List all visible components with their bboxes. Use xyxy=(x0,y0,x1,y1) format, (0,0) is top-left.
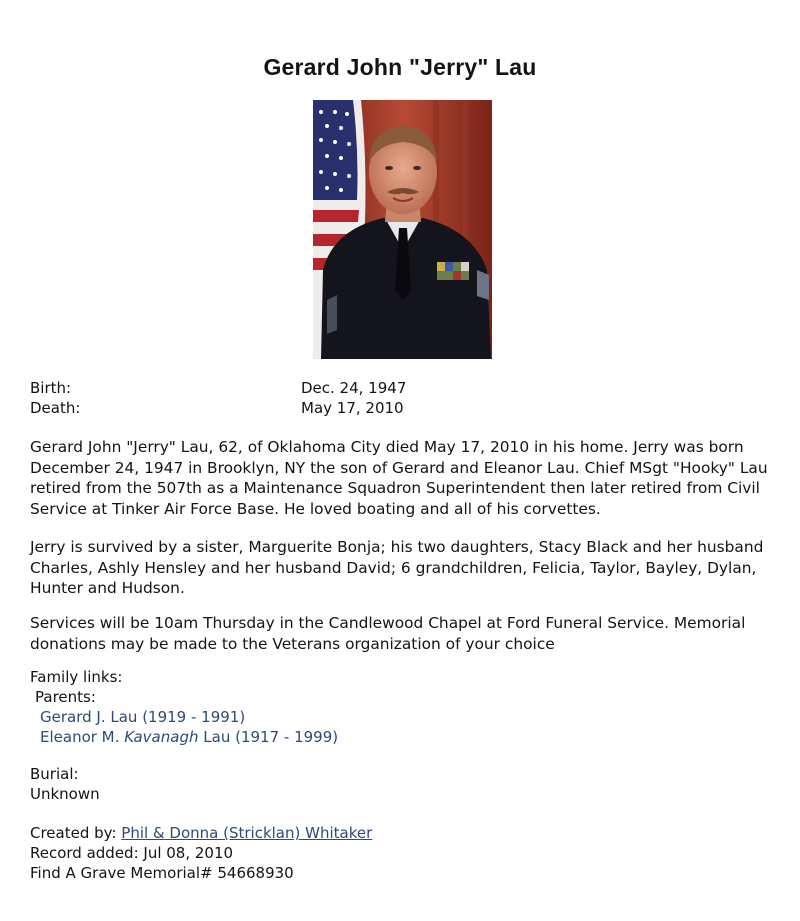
creator-link[interactable]: Phil & Donna (Stricklan) Whitaker xyxy=(121,824,373,842)
parent2-rest: Lau (1917 - 1999) xyxy=(203,728,339,746)
bio-paragraph-3: Services will be 10am Thursday in the Candlewood Chapel at Ford Funeral Service. Memorial donations may be made to the Veterans organization of your choice xyxy=(30,614,746,653)
birth-label: Birth: xyxy=(30,379,72,397)
parent2-first: Eleanor M. xyxy=(40,728,120,746)
parent2-maiden: Kavanagh xyxy=(124,728,199,746)
parent-link-gerard[interactable]: Gerard J. Lau (1919 - 1991) xyxy=(40,708,246,726)
bio-paragraph-1: Gerard John "Jerry" Lau, 62, of Oklahoma City died May 17, 2010 in his home. Jerry was born December 24, 1947 in Brooklyn, NY the son of Gerard and Eleanor Lau. Chief MSgt "Hooky" Lau retired from the 507th as a Maintenance Squadron Superintendent then later retired from Civil Service at Tinker Air Force Base. He loved boating and all of his corvettes. xyxy=(30,438,768,518)
death-label: Death: xyxy=(30,399,81,417)
created-by-label: Created by: xyxy=(30,824,117,842)
parent-link-eleanor[interactable] xyxy=(40,728,338,746)
burial-label: Burial: xyxy=(30,765,79,783)
parents-heading: Parents: xyxy=(35,688,96,706)
memorial-number: Find A Grave Memorial# 54668930 xyxy=(30,864,294,882)
page-title: Gerard John "Jerry" Lau xyxy=(263,54,537,80)
birth-value: Dec. 24, 1947 xyxy=(301,379,407,397)
death-value: May 17, 2010 xyxy=(301,399,404,417)
created-by-row xyxy=(30,824,372,842)
burial-value: Unknown xyxy=(30,785,100,803)
bio-paragraph-2: Jerry is survived by a sister, Marguerite Bonja; his two daughters, Stacy Black and her husband Charles, Ashly Hensley and her husband David; 6 grandchildren, Felicia, Taylor, Bayley, Dylan, Hunter and Hudson. xyxy=(30,538,764,597)
portrait-photo xyxy=(313,100,492,359)
portrait-photo-icon xyxy=(313,100,492,359)
family-links-heading: Family links: xyxy=(30,668,123,686)
record-added: Record added: Jul 08, 2010 xyxy=(30,844,234,862)
